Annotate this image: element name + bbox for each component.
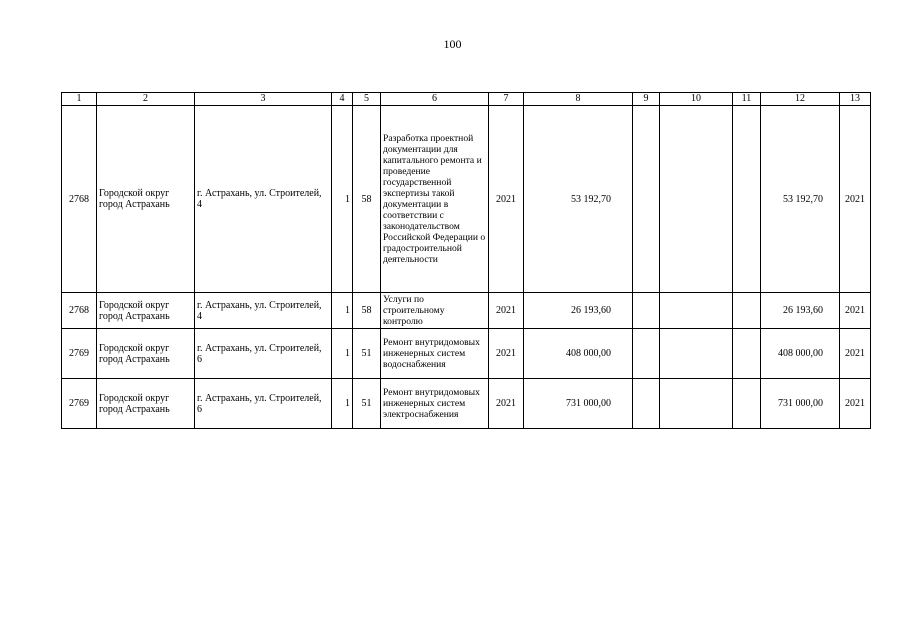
- cell-address: г. Астрахань, ул. Строителей, 4: [195, 106, 332, 293]
- cell-amount: 731 000,00: [524, 379, 633, 429]
- cell-amount: 53 192,70: [524, 106, 633, 293]
- column-header: 9: [633, 93, 660, 106]
- cell-amount-total: 731 000,00: [761, 379, 840, 429]
- cell-col5: 51: [353, 379, 381, 429]
- cell-col9: [633, 106, 660, 293]
- column-header: 7: [489, 93, 524, 106]
- cell-id: 2769: [62, 379, 97, 429]
- cell-year-end: 2021: [840, 329, 871, 379]
- cell-col11: [733, 293, 761, 329]
- cell-col10: [660, 106, 733, 293]
- column-header: 13: [840, 93, 871, 106]
- cell-municipality: Городской округ город Астрахань: [97, 379, 195, 429]
- column-header: 2: [97, 93, 195, 106]
- cell-col4: 1: [332, 293, 353, 329]
- cell-col10: [660, 379, 733, 429]
- cell-amount-total: 26 193,60: [761, 293, 840, 329]
- table-row: [62, 329, 871, 379]
- column-header: 4: [332, 93, 353, 106]
- page-number: 100: [443, 37, 462, 51]
- capital-repair-table: [61, 92, 871, 429]
- cell-year-end: 2021: [840, 379, 871, 429]
- cell-col5: 58: [353, 106, 381, 293]
- table-header-row: [62, 93, 871, 106]
- cell-col11: [733, 379, 761, 429]
- column-header: 8: [524, 93, 633, 106]
- column-header: 10: [660, 93, 733, 106]
- cell-work-type: Ремонт внутридомовых инженерных систем электроснабжения: [381, 379, 489, 429]
- column-header: 5: [353, 93, 381, 106]
- table-row: [62, 106, 871, 293]
- cell-year: 2021: [489, 106, 524, 293]
- cell-col4: 1: [332, 379, 353, 429]
- column-header: 11: [733, 93, 761, 106]
- cell-work-type: Ремонт внутридомовых инженерных систем водоснабжения: [381, 329, 489, 379]
- cell-address: г. Астрахань, ул. Строителей, 6: [195, 379, 332, 429]
- cell-address: г. Астрахань, ул. Строителей, 4: [195, 293, 332, 329]
- cell-col9: [633, 293, 660, 329]
- cell-municipality: Городской округ город Астрахань: [97, 106, 195, 293]
- cell-amount-total: 408 000,00: [761, 329, 840, 379]
- cell-amount-total: 53 192,70: [761, 106, 840, 293]
- table-row: [62, 379, 871, 429]
- cell-year: 2021: [489, 329, 524, 379]
- cell-year-end: 2021: [840, 106, 871, 293]
- cell-col5: 51: [353, 329, 381, 379]
- table-row: [62, 293, 871, 329]
- cell-col9: [633, 329, 660, 379]
- cell-col11: [733, 329, 761, 379]
- cell-col10: [660, 329, 733, 379]
- column-header: 6: [381, 93, 489, 106]
- cell-amount: 408 000,00: [524, 329, 633, 379]
- column-header: 12: [761, 93, 840, 106]
- cell-year: 2021: [489, 293, 524, 329]
- column-header: 3: [195, 93, 332, 106]
- cell-year-end: 2021: [840, 293, 871, 329]
- cell-municipality: Городской округ город Астрахань: [97, 293, 195, 329]
- cell-col11: [733, 106, 761, 293]
- cell-id: 2768: [62, 106, 97, 293]
- cell-work-type: Услуги по строительному контролю: [381, 293, 489, 329]
- cell-col4: 1: [332, 329, 353, 379]
- cell-amount: 26 193,60: [524, 293, 633, 329]
- cell-address: г. Астрахань, ул. Строителей, 6: [195, 329, 332, 379]
- cell-col10: [660, 293, 733, 329]
- cell-col9: [633, 379, 660, 429]
- cell-col5: 58: [353, 293, 381, 329]
- cell-col4: 1: [332, 106, 353, 293]
- cell-year: 2021: [489, 379, 524, 429]
- cell-id: 2769: [62, 329, 97, 379]
- cell-id: 2768: [62, 293, 97, 329]
- cell-municipality: Городской округ город Астрахань: [97, 329, 195, 379]
- column-header: 1: [62, 93, 97, 106]
- cell-work-type: Разработка проектной документации для капитального ремонта и проведение государственной экспертизы такой документации в соответствии с законодательством Российской Федерации о градостроительной деятельности: [381, 106, 489, 293]
